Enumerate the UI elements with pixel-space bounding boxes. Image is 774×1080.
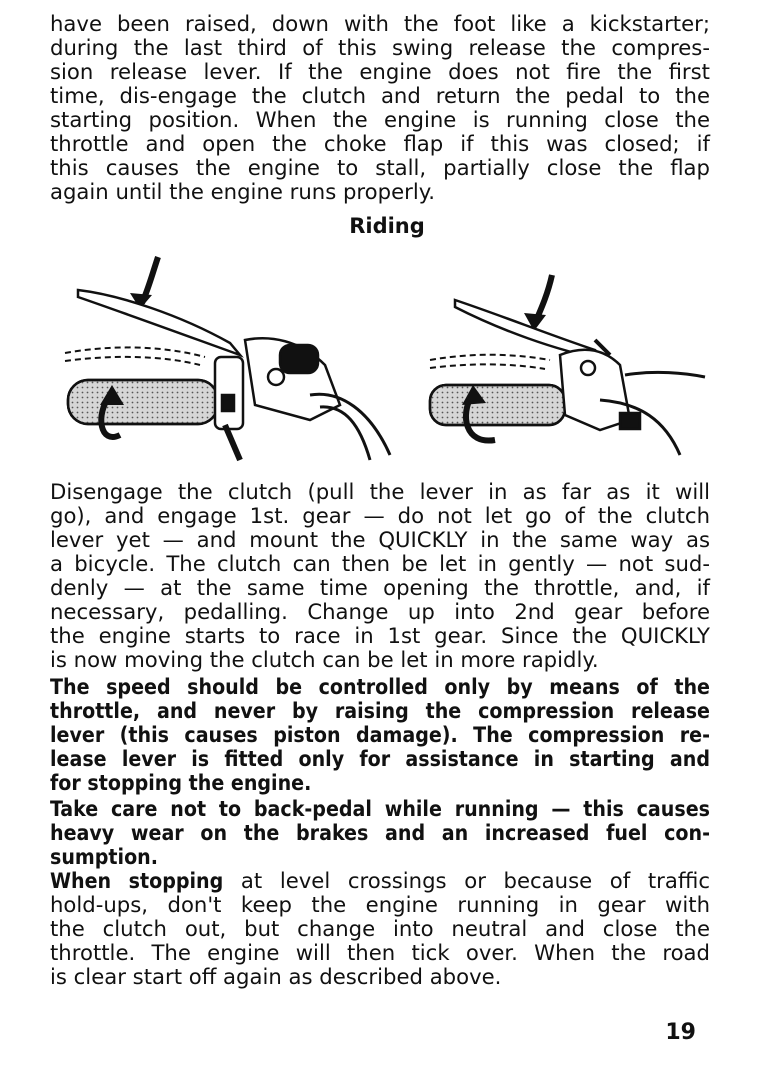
- text-line: starting position. When the engine is running close the: [50, 107, 710, 132]
- text-line: is clear start off again as described above.: [50, 964, 502, 989]
- stopping-lead: When stopping: [50, 868, 224, 893]
- text-line: denly — at the same time opening the throttle, and, if: [50, 575, 710, 600]
- text-line: time, dis-engage the clutch and return the pedal to the: [50, 83, 710, 108]
- text-line: The speed should be controlled only by means of the: [50, 674, 710, 699]
- stopping-first-line: at level crossings or because of traffic: [223, 868, 710, 893]
- text-line: is now moving the clutch can be let in more rapidly.: [50, 647, 599, 672]
- text-line: [50, 869, 710, 893]
- text-line: for stopping the engine.: [50, 770, 312, 795]
- back-pedal-warning-paragraph: [50, 797, 710, 869]
- top-paragraph: [50, 12, 710, 204]
- text-line: lever yet — and mount the QUICKLY in the same way as: [50, 527, 710, 552]
- page-number: 19: [665, 1020, 696, 1045]
- handlebar-throttle-lever-icon: [430, 275, 705, 455]
- text-line: the engine starts to race in 1st gear. Since the QUICKLY: [50, 623, 710, 648]
- text-line: this causes the engine to stall, partially close the flap: [50, 155, 710, 180]
- text-line: sion release lever. If the engine does not fire the first: [50, 59, 710, 84]
- text-line: again until the engine runs properly.: [50, 179, 435, 204]
- stopping-paragraph: [50, 869, 710, 989]
- text-line: lease lever is fitted only for assistance in starting and: [50, 746, 710, 771]
- text-line: sumption.: [50, 844, 158, 869]
- text-line: throttle, and never by raising the compression release: [50, 698, 710, 723]
- text-line: have been raised, down with the foot like a kickstarter;: [50, 11, 710, 36]
- text-line: lever (this causes piston damage). The compression re-: [50, 722, 710, 747]
- text-line: heavy wear on the brakes and an increased fuel con-: [50, 820, 710, 845]
- text-line: necessary, pedalling. Change up into 2nd gear before: [50, 599, 710, 624]
- handlebar-illustration: [40, 245, 730, 475]
- speed-warning-paragraph: [50, 675, 710, 795]
- text-line: hold-ups, don't keep the engine running in gear with: [50, 892, 710, 917]
- text-line: go), and engage 1st. gear — do not let go of the clutch: [50, 503, 710, 528]
- text-line: the clutch out, but change into neutral and close the: [50, 916, 710, 941]
- text-line: during the last third of this swing release the compres-: [50, 35, 710, 60]
- text-line: Take care not to back-pedal while running — this causes: [50, 796, 710, 821]
- clutch-paragraph: [50, 480, 710, 672]
- text-line: throttle. The engine will then tick over. When the road: [50, 940, 710, 965]
- text-line: throttle and open the choke flap if this was closed; if: [50, 131, 710, 156]
- section-heading: Riding: [349, 214, 425, 238]
- handlebar-clutch-lever-icon: [65, 257, 390, 460]
- text-line: Disengage the clutch (pull the lever in as far as it will: [50, 479, 710, 504]
- text-line: a bicycle. The clutch can then be let in gently — not sud-: [50, 551, 710, 576]
